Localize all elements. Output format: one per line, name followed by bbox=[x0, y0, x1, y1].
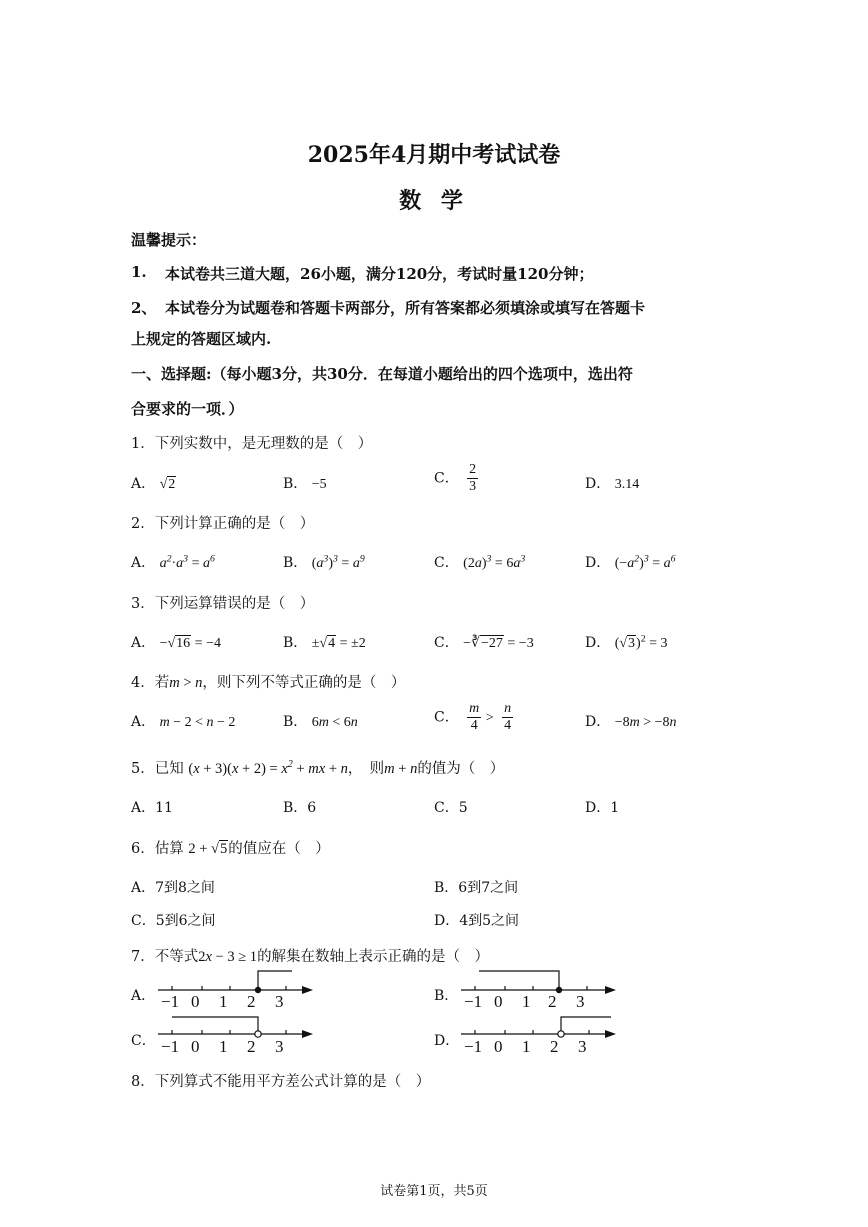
exam-title: 2025年4月期中考试试卷 bbox=[307, 142, 561, 168]
q4-option-d-formula: −8m > −8n bbox=[614, 715, 677, 730]
q3-option-b bbox=[283, 632, 366, 652]
q2-option-b-label: B． bbox=[283, 555, 308, 571]
q3-option-c-label: C． bbox=[434, 635, 459, 651]
q3-option-d bbox=[585, 632, 668, 652]
q7-stem-prefix: 7．不等式 bbox=[131, 949, 199, 965]
q1-option-a-value: √2 bbox=[159, 477, 176, 492]
q4-option-d bbox=[585, 711, 677, 731]
q4-option-d-label: D． bbox=[585, 714, 611, 730]
q5-option-c: C．5 bbox=[434, 800, 468, 816]
q2-option-d-formula: $(-a^2)^3 = a^6$ bbox=[614, 553, 676, 571]
q7-option-c-label: C． bbox=[131, 1033, 156, 1049]
question-8-stem: 8．下列算式不能用平方差公式计算的是（ ） bbox=[131, 1074, 431, 1090]
q3-option-b-formula: ±√4 = ±2 bbox=[311, 636, 366, 651]
q5-option-b: B．6 bbox=[283, 800, 317, 816]
question-3-stem: 3．下列运算错误的是（ ） bbox=[131, 596, 315, 612]
question-4-stem bbox=[131, 671, 405, 692]
q1-option-a-radicand: 2 bbox=[168, 477, 176, 492]
tip-1-number: 1. bbox=[131, 263, 147, 281]
q4-option-b-formula: 6m < 6n bbox=[311, 715, 358, 730]
q4-option-c-left: $\frac{m}{4}$ bbox=[469, 701, 480, 733]
subject-title: 数 学 bbox=[399, 188, 469, 214]
q4-option-c-label: C． bbox=[434, 709, 459, 726]
section-heading-line2: 合要求的一项．） bbox=[131, 400, 244, 418]
page-footer: 试卷第1页，共5页 bbox=[380, 1184, 488, 1199]
q7-option-b-label: B． bbox=[434, 988, 459, 1004]
q1-option-c bbox=[434, 462, 478, 495]
q6-option-b: B．6到7之间 bbox=[434, 880, 519, 896]
q1-option-b-value: −5 bbox=[311, 477, 327, 492]
q7-option-d-label: D． bbox=[434, 1033, 460, 1049]
q2-option-d-label: D． bbox=[585, 555, 611, 571]
q5-option-a: A．11 bbox=[131, 800, 173, 816]
q6-stem-suffix: 的值应在（ ） bbox=[228, 841, 330, 857]
question-5-stem bbox=[131, 757, 504, 778]
q4-option-b bbox=[283, 711, 358, 731]
question-1-stem: 1．下列实数中，是无理数的是（ ） bbox=[131, 436, 373, 452]
tip-2-number: 2、 bbox=[131, 299, 157, 317]
q3-option-d-formula: $(√3)^2 = 3$ bbox=[614, 633, 668, 651]
q2-option-a bbox=[131, 552, 215, 572]
q5-target: m + n bbox=[384, 761, 418, 777]
q3-option-d-label: D． bbox=[585, 635, 611, 651]
q6-option-c: C．5到6之间 bbox=[131, 913, 216, 929]
q1-c-denominator: 3 bbox=[469, 479, 477, 494]
q3-option-a-formula: −√16 = −4 bbox=[159, 636, 221, 651]
q1-option-b-label: B． bbox=[283, 476, 308, 492]
q2-option-d bbox=[585, 552, 676, 572]
q5-stem-middle: ， 则 bbox=[347, 761, 385, 777]
q1-option-a-label: A． bbox=[131, 476, 156, 492]
tip-1-text: 本试卷共三道大题，26小题，满分120分，考试时量120分钟； bbox=[165, 265, 594, 283]
section-heading-line1: 一、选择题:（每小题3分，共30分．在每道小题给出的四个选项中，选出符 bbox=[131, 365, 633, 383]
q3-option-a-label: A． bbox=[131, 635, 156, 651]
tips-heading: 温馨提示： bbox=[131, 231, 207, 249]
q4-option-a bbox=[131, 711, 235, 731]
q7-inequality: 2x − 3 ≥ 1 bbox=[198, 949, 258, 965]
q7-b-tick-labels: −1 0 1 2 3 bbox=[464, 992, 585, 1011]
q3-option-c bbox=[434, 632, 534, 652]
q4-option-c-right: $\frac{n}{4}$ bbox=[504, 701, 512, 733]
question-2-stem: 2．下列计算正确的是（ ） bbox=[131, 516, 315, 532]
q4-option-a-formula: m − 2 < n − 2 bbox=[159, 715, 236, 730]
q7-c-tick-labels: −1 0 1 2 3 bbox=[161, 1037, 284, 1056]
q6-stem-prefix: 6．估算 bbox=[131, 841, 184, 857]
q1-option-d-value: 3.14 bbox=[614, 477, 640, 492]
question-7-stem bbox=[131, 945, 489, 966]
q4-option-c: C． $\frac{m}{4}$ > $\frac{n}{4}$ bbox=[434, 701, 512, 733]
tip-2-text-line1: 本试卷分为试题卷和答题卡两部分，所有答案都必须填涂或填写在答题卡 bbox=[165, 299, 646, 317]
q7-stem-suffix: 的解集在数轴上表示正确的是（ ） bbox=[257, 949, 490, 965]
q5-equation: $(x + 3)(x + 2) = x^2$ + mx + n bbox=[188, 759, 348, 777]
q4-condition: m > n bbox=[169, 675, 203, 691]
q2-option-a-formula: $a^2\cdot a^3 = a^6$ bbox=[159, 553, 215, 571]
q6-option-a: A．7到8之间 bbox=[131, 880, 215, 896]
q3-option-b-label: B． bbox=[283, 635, 308, 651]
q2-option-c-label: C． bbox=[434, 555, 459, 571]
q1-option-b bbox=[283, 473, 327, 493]
q2-option-a-label: A． bbox=[131, 555, 156, 571]
q3-option-a bbox=[131, 632, 221, 652]
q2-option-b-formula: $(a^3)^3 = a^9$ bbox=[311, 553, 365, 571]
q6-option-d: D．4到5之间 bbox=[434, 913, 520, 929]
q5-stem-prefix: 5．已知 bbox=[131, 761, 184, 777]
q7-option-a-label: A． bbox=[131, 988, 156, 1004]
q7-d-tick-labels: −1 0 1 2 3 bbox=[464, 1037, 587, 1056]
q4-stem-prefix: 4．若 bbox=[131, 675, 170, 691]
q7-a-tick-labels: −1 0 1 2 3 bbox=[161, 992, 284, 1011]
q5-option-d: D．1 bbox=[585, 800, 620, 816]
q1-option-c-label: C． bbox=[434, 470, 459, 487]
question-6-stem bbox=[131, 837, 330, 858]
q6-expression: 2 + √5 bbox=[188, 841, 228, 857]
q5-stem-suffix: 的值为（ ） bbox=[417, 761, 505, 777]
q1-option-a bbox=[131, 473, 176, 493]
q4-stem-suffix: ，则下列不等式正确的是（ ） bbox=[202, 675, 406, 691]
tip-2-text-line2: 上规定的答题区域内. bbox=[131, 330, 272, 348]
q2-option-c-formula: $(2a)^3 = 6a^3$ bbox=[463, 553, 526, 571]
q1-c-numerator: 2 bbox=[469, 462, 477, 477]
q2-option-c bbox=[434, 552, 525, 572]
q4-option-a-label: A． bbox=[131, 714, 156, 730]
q4-option-b-label: B． bbox=[283, 714, 308, 730]
q1-option-d bbox=[585, 473, 639, 493]
q1-option-c-fraction bbox=[467, 462, 478, 495]
q3-option-c-formula: −∛−27 = −3 bbox=[463, 636, 534, 651]
q1-option-d-label: D． bbox=[585, 476, 611, 492]
q2-option-b bbox=[283, 552, 365, 572]
